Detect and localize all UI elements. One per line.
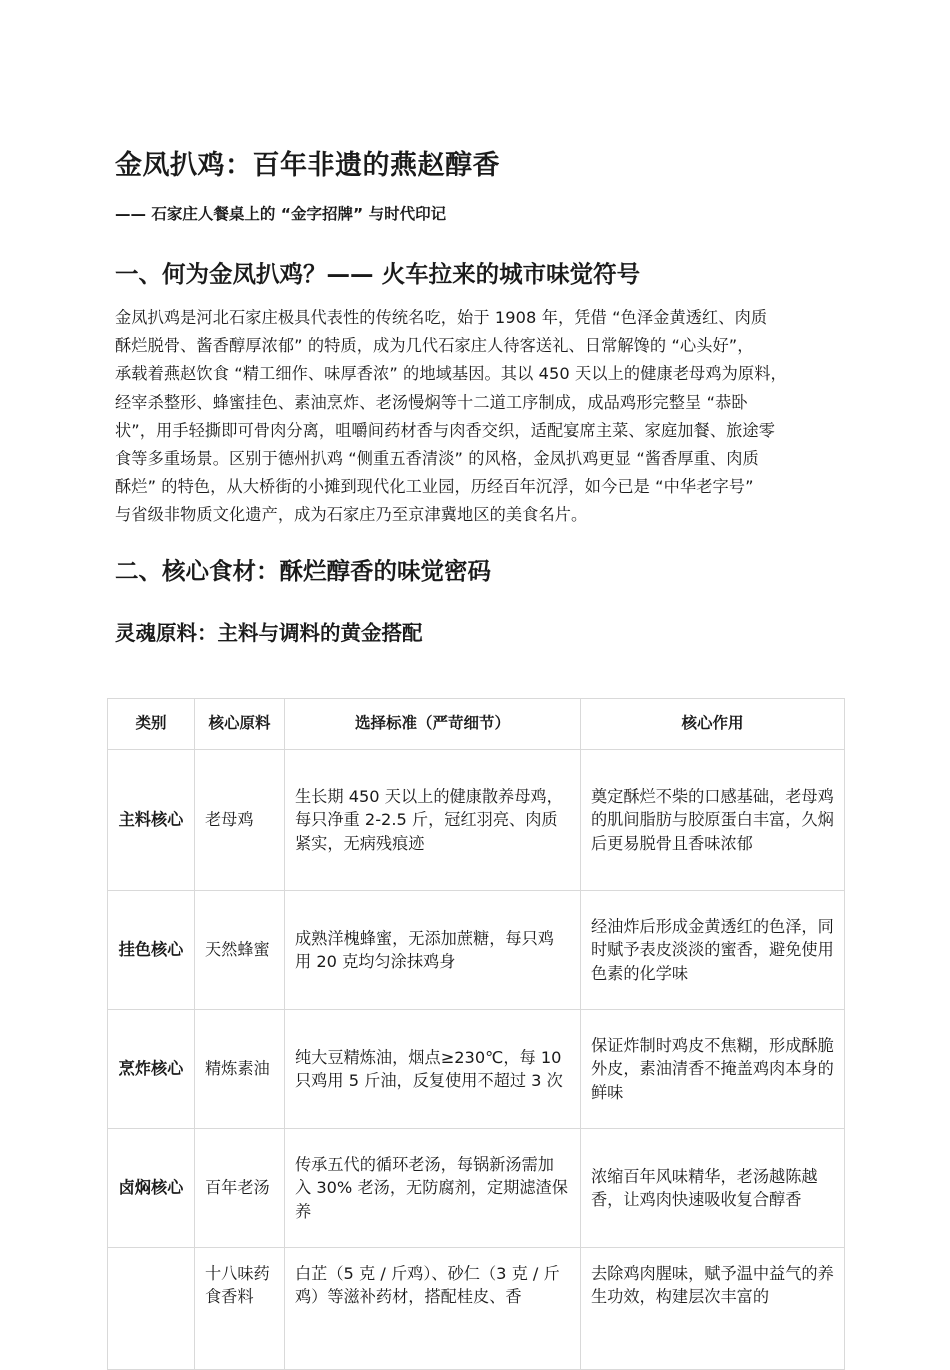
paragraph-line: 承载着燕赵饮食 “精工细作、味厚香浓” 的地域基因。其以 450 天以上的健康老母鸡为原料， xyxy=(115,364,787,384)
header-role: 核心作用 xyxy=(581,699,845,750)
table-row xyxy=(108,891,845,1010)
paragraph-line: 金凤扒鸡是河北石家庄极具代表性的传统名吃，始于 1908 年，凭借 “色泽金黄透红、肉质 xyxy=(115,308,768,327)
header-category: 类别 xyxy=(108,699,195,750)
row-standard: 成熟洋槐蜂蜜，无添加蔗糖，每只鸡用 20 克均匀涂抹鸡身 xyxy=(285,891,581,1010)
paragraph-line: 状”，用手轻撕即可骨肉分离，咀嚼间药材香与肉香交织，适配宴席主菜、家庭加餐、旅途零 xyxy=(115,420,775,440)
table-row xyxy=(108,750,845,891)
table-row xyxy=(108,1010,845,1129)
row-standard: 生长期 450 天以上的健康散养母鸡，每只净重 2-2.5 斤，冠红羽亮、肉质紧实，无病残痕迹 xyxy=(285,750,581,891)
paragraph-line: 食等多重场景。区别于德州扒鸡 “侧重五香清淡” 的风格，金凤扒鸡更显 “酱香厚重、肉质 xyxy=(115,449,759,469)
header-standard: 选择标准（严苛细节） xyxy=(285,699,581,750)
row-role: 保证炸制时鸡皮不焦糊，形成酥脆外皮，素油清香不掩盖鸡肉本身的鲜味 xyxy=(581,1010,845,1129)
row-role: 奠定酥烂不柴的口感基础，老母鸡的肌间脂肪与胶原蛋白丰富，久焖后更易脱骨且香味浓郁 xyxy=(581,750,845,891)
row-standard: 纯大豆精炼油，烟点≥230℃，每 10 只鸡用 5 斤油，反复使用不超过 3 次 xyxy=(285,1010,581,1129)
row-material: 十八味药食香料 xyxy=(195,1248,285,1370)
paragraph-line: 经宰杀整形、蜂蜜挂色、素油烹炸、老汤慢焖等十二道工序制成，成品鸡形完整呈 “恭卧 xyxy=(115,392,748,412)
row-material: 百年老汤 xyxy=(195,1129,285,1248)
row-category: 挂色核心 xyxy=(108,891,195,1010)
row-category xyxy=(108,1248,195,1370)
table-row xyxy=(108,1248,845,1370)
row-standard: 白芷（5 克 / 斤鸡）、砂仁（3 克 / 斤鸡）等滋补药材，搭配桂皮、香 xyxy=(285,1248,581,1370)
paragraph-line: 与省级非物质文化遗产，成为石家庄乃至京津冀地区的美食名片。 xyxy=(115,505,588,525)
document-subtitle: —— 石家庄人餐桌上的 “金字招牌” 与时代印记 xyxy=(115,205,447,223)
section2-subheading: 灵魂原料：主料与调料的黄金搭配 xyxy=(115,621,423,645)
row-category: 烹炸核心 xyxy=(108,1010,195,1129)
section1-paragraph xyxy=(115,304,845,530)
paragraph-line: 酥烂” 的特色，从大桥街的小摊到现代化工业园，历经百年沉浮，如今已是 “中华老字号” xyxy=(115,477,754,497)
row-standard: 传承五代的循环老汤，每锅新汤需加入 30% 老汤，无防腐剂，定期滤渣保养 xyxy=(285,1129,581,1248)
row-category: 卤焖核心 xyxy=(108,1129,195,1248)
row-role: 浓缩百年风味精华，老汤越陈越香，让鸡肉快速吸收复合醇香 xyxy=(581,1129,845,1248)
row-material: 老母鸡 xyxy=(195,750,285,891)
table-row xyxy=(108,1129,845,1248)
paragraph-line: 酥烂脱骨、酱香醇厚浓郁” 的特质，成为几代石家庄人待客送礼、日常解馋的 “心头好”， xyxy=(115,336,754,356)
row-category: 主料核心 xyxy=(108,750,195,891)
row-role: 经油炸后形成金黄透红的色泽，同时赋予表皮淡淡的蜜香，避免使用色素的化学味 xyxy=(581,891,845,1010)
document-title: 金凤扒鸡：百年非遗的燕赵醇香 xyxy=(115,150,500,181)
section1-heading: 一、何为金凤扒鸡？—— 火车拉来的城市味觉符号 xyxy=(115,260,641,288)
row-material: 精炼素油 xyxy=(195,1010,285,1129)
section2-heading: 二、核心食材：酥烂醇香的味觉密码 xyxy=(115,557,491,585)
ingredients-table xyxy=(107,698,845,1370)
row-role: 去除鸡肉腥味，赋予温中益气的养生功效，构建层次丰富的 xyxy=(581,1248,845,1370)
ingredients-table-container xyxy=(107,698,844,1307)
header-material: 核心原料 xyxy=(195,699,285,750)
row-material: 天然蜂蜜 xyxy=(195,891,285,1010)
table-header-row xyxy=(108,699,845,750)
